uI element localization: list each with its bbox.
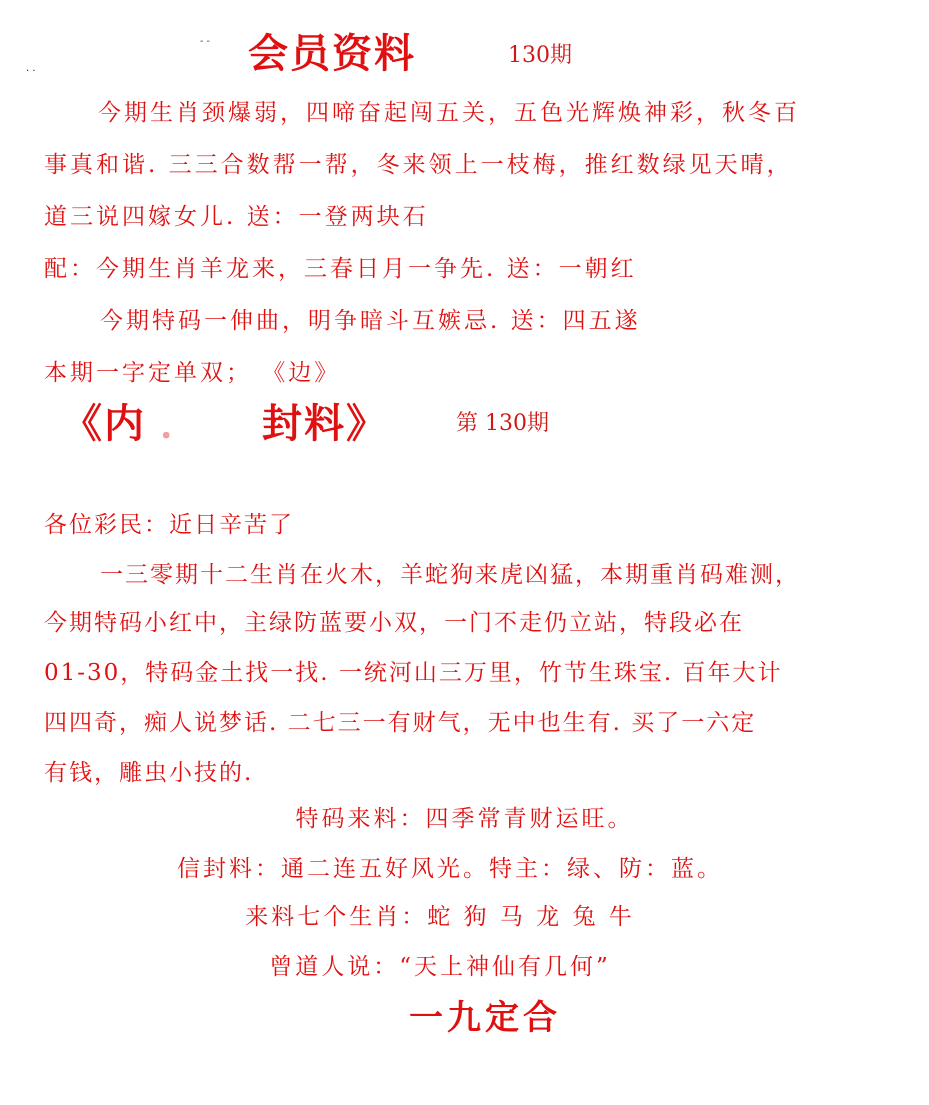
text-line: 01-30，特码金土找一找. 一统河山三万里，竹节生珠宝. 百年大计 (44, 660, 783, 686)
scan-speck: - - (200, 36, 210, 47)
greeting: 各位彩民：近日辛苦了 (44, 512, 294, 538)
text-line: 今期特码一伸曲，明争暗斗互嫉忌. 送：四五遂 (100, 308, 641, 334)
final-pick: 一九定合 (409, 998, 561, 1038)
section-title-damaged: ． (160, 400, 202, 447)
text-line: 道三说四嫁女儿. 送：一登两块石 (44, 204, 429, 230)
centered-line: 特码来料：四季常青财运旺。 (295, 806, 634, 832)
centered-line: 曾道人说：“天上神仙有几何” (269, 954, 611, 980)
text-line: 今期特码小红中，主绿防蓝要小双，一门不走仍立站，特段必在 (44, 610, 744, 636)
scan-speck: · · (26, 66, 36, 77)
text-line: 事真和谐. 三三合数帮一帮，冬来领上一枝梅，推红数绿见天晴， (44, 152, 793, 178)
text-line: 配：今期生肖羊龙来，三春日月一争先. 送：一朝红 (44, 256, 637, 282)
text-line: 本期一字定单双； 《边》 (44, 360, 341, 386)
text-line: 四四奇，痴人说梦话. 二七三一有财气，无中也生有. 买了一六定 (44, 710, 757, 736)
text-line: 今期生肖颈爆弱，四啼奋起闯五关，五色光辉焕神彩，秋冬百 (98, 100, 800, 126)
issue-number: 130期 (508, 43, 572, 68)
centered-line: 信封料：通二连五好风光。特主：绿、防：蓝。 (177, 856, 723, 882)
section-title-left: 《内 (62, 400, 146, 447)
section-title-right: 封料》 (262, 400, 388, 447)
centered-line: 来料七个生肖：蛇 狗 马 龙 兔 牛 (245, 904, 635, 930)
section-issue-number: 第 130期 (456, 411, 549, 436)
page-title: 会员资料 (248, 30, 416, 77)
text-line: 一三零期十二生肖在火木，羊蛇狗来虎凶猛，本期重肖码难测， (100, 562, 800, 588)
text-line: 有钱，雕虫小技的. (44, 760, 254, 786)
